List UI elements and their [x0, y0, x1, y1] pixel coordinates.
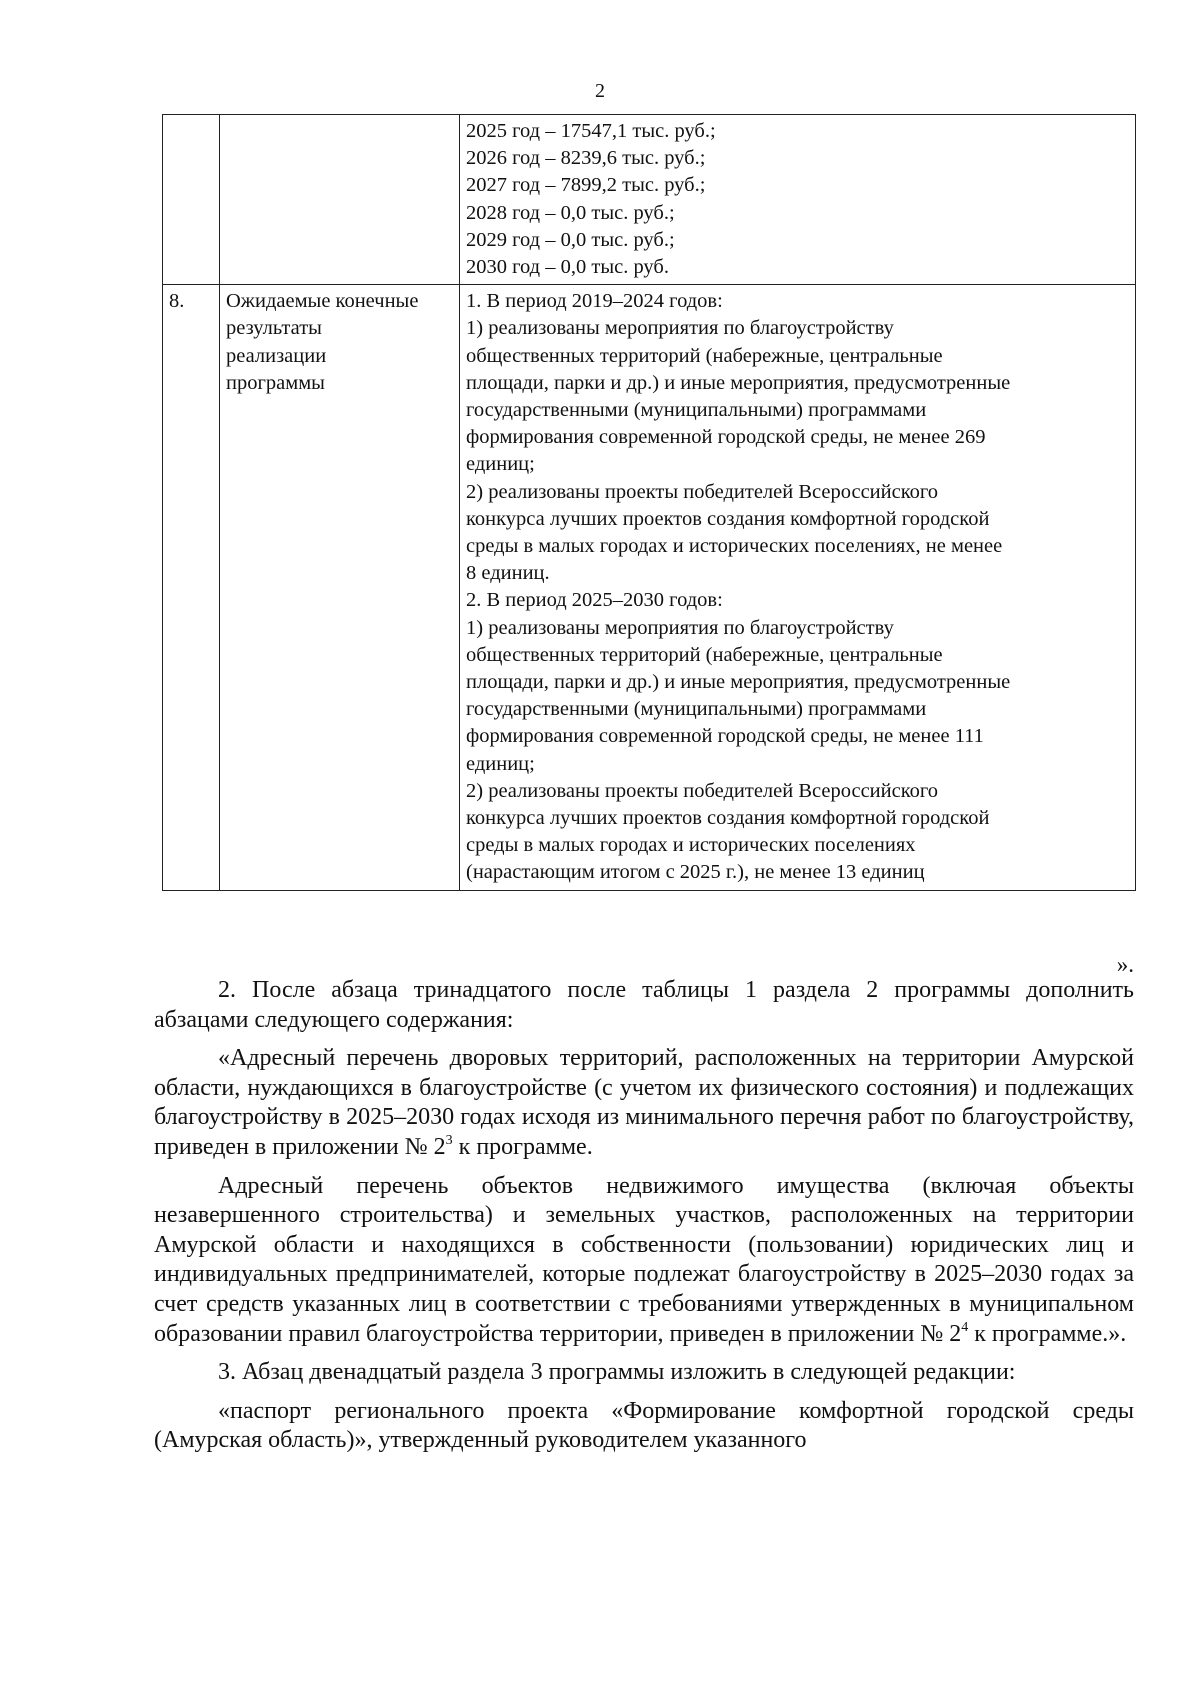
result-line: (нарастающим итогом с 2025 г.), не менее 13 единиц — [466, 861, 925, 884]
funding-cell — [460, 115, 1136, 285]
result-line: конкурса лучших проектов создания комфортной городской — [466, 507, 990, 530]
program-passport-table — [162, 114, 1136, 891]
closing-quote: ». — [1116, 952, 1134, 977]
result-line: 1) реализованы мероприятия по благоустройству — [466, 616, 894, 639]
result-line: государственными (муниципальными) программами — [466, 698, 927, 721]
row-title-cell — [220, 115, 460, 285]
row-number-cell: 8. — [163, 285, 220, 890]
result-line: 1. В период 2019–2024 годов: — [466, 290, 723, 313]
superscript: 4 — [961, 1319, 969, 1335]
result-line: единиц; — [466, 453, 535, 476]
result-line: конкурса лучших проектов создания комфортной городской — [466, 807, 990, 830]
result-line: 1) реализованы мероприятия по благоустройству — [466, 317, 894, 340]
funding-line: 2028 год – 0,0 тыс. руб.; — [466, 201, 675, 224]
result-line: 2) реализованы проекты победителей Всероссийского — [466, 480, 939, 503]
table-row-funding — [163, 115, 1136, 285]
funding-line: 2027 год – 7899,2 тыс. руб.; — [466, 174, 706, 197]
row-title-line: реализации — [226, 344, 327, 367]
paragraph — [154, 1044, 1134, 1162]
amendment-text — [154, 976, 1134, 1465]
paragraph — [154, 1172, 1134, 1350]
funding-line: 2029 год – 0,0 тыс. руб.; — [466, 228, 675, 251]
row-title-line: Ожидаемые конечные — [226, 290, 419, 313]
row-title-line: программы — [226, 371, 325, 394]
paragraph: 3. Абзац двенадцатый раздела 3 программы изложить в следующей редакции: — [218, 1359, 1016, 1386]
row-number-cell — [163, 115, 220, 285]
result-line: формирования современной городской среды, не менее 111 — [466, 725, 984, 748]
row-title-line: результаты — [226, 317, 322, 340]
funding-line: 2026 год – 8239,6 тыс. руб.; — [466, 147, 706, 170]
paragraph-text: Адресный перечень объектов недвижимого имущества (включая объекты незавершенного строительства) и земельных участков, расположенных на территории Амурской области и находящихся в собственности (пользовании) юридических лиц и индивидуальных предпринимателей, которые подлежат благоустройству в 2025–2030 годах за счет средств указанных лиц в соответствии с требованиями утвержденных в муниципальном образовании правил благоустройства территории, приведен в приложении № 2 — [154, 1172, 1134, 1347]
paragraph-text: к программе.». — [968, 1320, 1127, 1347]
paragraph: 2. После абзаца тринадцатого после таблицы 1 раздела 2 программы дополнить абзацами следующего содержания: — [154, 977, 1134, 1033]
result-line: 2. В период 2025–2030 годов: — [466, 589, 723, 612]
paragraph: «паспорт регионального проекта «Формирование комфортной городской среды (Амурская область)», утвержденный руководителем указанного — [154, 1397, 1134, 1454]
result-line: 8 единиц. — [466, 562, 550, 585]
paragraph-text: «Адресный перечень дворовых территорий, расположенных на территории Амурской области, нуждающихся в благоустройстве (с учетом их физического состояния) и подлежащих благоустройству в 2025–2030 годах исходя из минимального перечня работ по благоустройству, приведен в приложении № 2 — [154, 1045, 1134, 1160]
page-number: 2 — [595, 80, 605, 102]
funding-line: 2025 год – 17547,1 тыс. руб.; — [466, 120, 716, 142]
result-line: среды в малых городах и исторических поселениях, не менее — [466, 535, 1003, 558]
result-line: формирования современной городской среды, не менее 269 — [466, 426, 986, 449]
paragraph-text: к программе. — [452, 1133, 593, 1160]
funding-line: 2030 год – 0,0 тыс. руб. — [466, 256, 669, 279]
result-line: среды в малых городах и исторических поселениях — [466, 834, 916, 857]
row-title-cell — [220, 285, 460, 890]
result-line: площади, парки и др.) и иные мероприятия, предусмотренные — [466, 371, 1011, 394]
result-line: государственными (муниципальными) программами — [466, 399, 927, 422]
result-line: 2) реализованы проекты победителей Всероссийского — [466, 779, 939, 802]
result-line: общественных территорий (набережные, центральные — [466, 344, 943, 367]
result-line: единиц; — [466, 752, 535, 775]
superscript: 3 — [445, 1132, 453, 1148]
result-line: общественных территорий (набережные, центральные — [466, 643, 943, 666]
expected-results-cell — [460, 285, 1136, 890]
table-row-8 — [163, 285, 1136, 890]
result-line: площади, парки и др.) и иные мероприятия, предусмотренные — [466, 671, 1011, 694]
